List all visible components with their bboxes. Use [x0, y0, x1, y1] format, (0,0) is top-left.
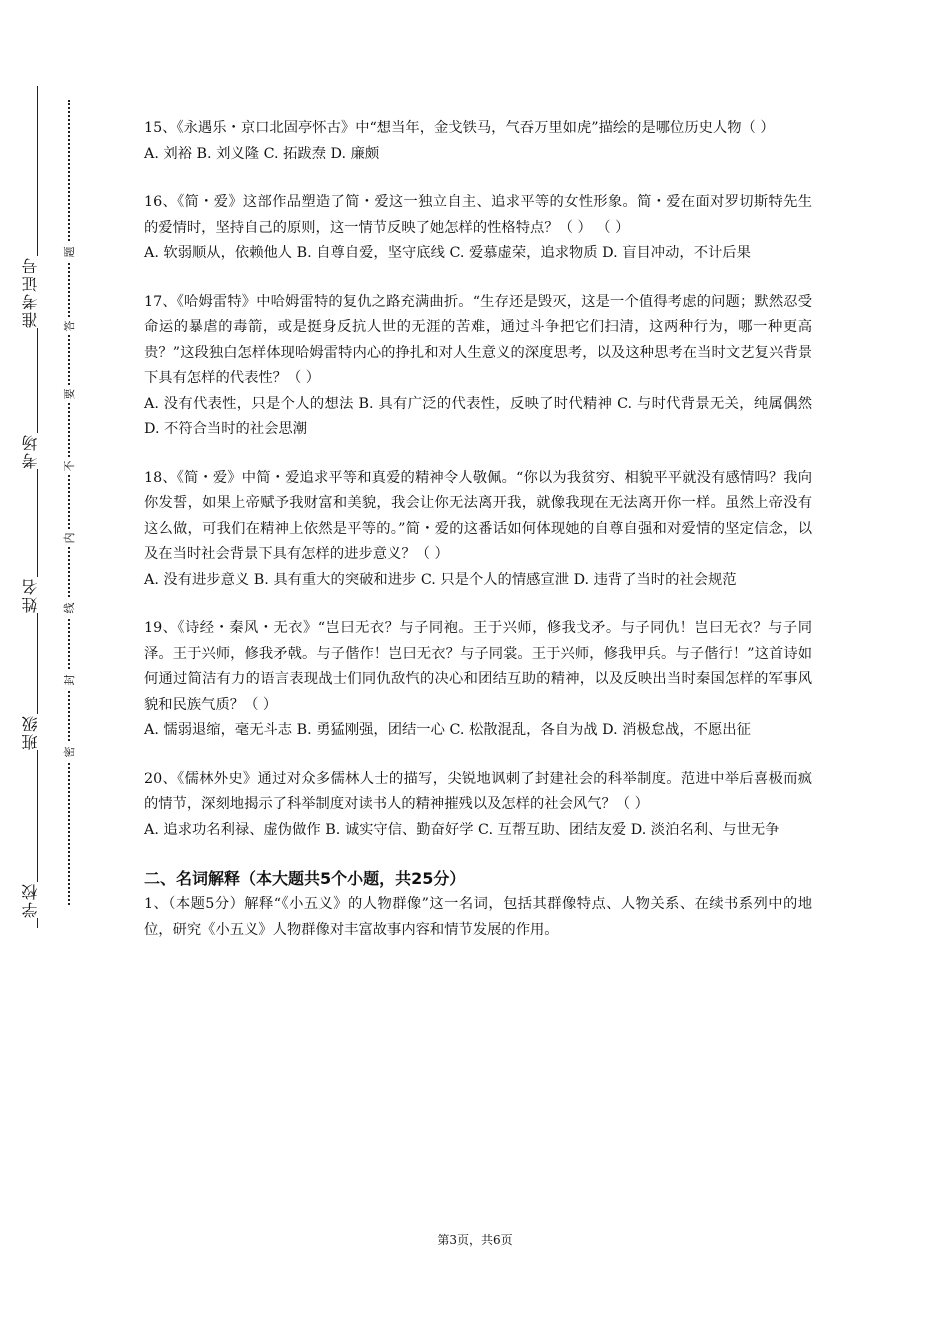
seal-char: 题: [61, 243, 77, 261]
question-options: A. 软弱顺从，依赖他人 B. 自尊自爱，坚守底线 C. 爱慕虚荣，追求物质 D. 盲目冲动，不计后果: [144, 245, 751, 261]
question-options: A. 没有代表性，只是个人的想法 B. 具有广泛的代表性，反映了时代精神 C. 与时代背景无关，纯属偶然 D. 不符合当时的社会思潮: [144, 395, 812, 437]
question-stem: 18、《简・爱》中简・爱追求平等和真爱的精神令人敬佩。“你以为我贫穷、相貌平平就没有感情吗？我向你发誓，如果上帝赋予我财富和美貌，我会让你无法离开我，就像我现在无法离开你一样。虽然上帝没有这么做，可我们在精神上依然是平等的。”简・爱的这番话如何体现她的自尊自强和对爱情的坚定信念，以及在当时社会背景下具有怎样的进步意义？（ ）: [144, 469, 812, 562]
question-options: A. 懦弱退缩，毫无斗志 B. 勇猛刚强，团结一心 C. 松散混乱，各自为战 D. 消极怠战，不愿出征: [144, 722, 751, 738]
question-stem: 19、《诗经・秦风・无衣》“岂曰无衣？与子同袍。王于兴师，修我戈矛。与子同仇！岂曰无衣？与子同泽。王于兴师，修我矛戟。与子偕作！岂曰无衣？与子同裳。王于兴师，修我甲兵。与子偕行！”这首诗如何通过简洁有力的语言表现战士们同仇敌忾的决心和团结互助的精神，以及反映出当时秦国怎样的军事风貌和民族气质？（ ）: [144, 620, 812, 713]
question-stem: 20、《儒林外史》通过对众多儒林人士的描写，尖锐地讽刺了封建社会的科举制度。范进中举后喜极而疯的情节，深刻地揭示了科举制度对读书人的精神摧残以及怎样的社会风气？（ ）: [144, 770, 812, 812]
binding-solid-line: [37, 86, 38, 928]
question-stem: 16、《简・爱》这部作品塑造了简・爱这一独立自主、追求平等的女性形象。简・爱在面对罗切斯特先生的爱情时，坚持自己的原则，这一情节反映了她怎样的性格特点？（ ） （ ）: [144, 194, 812, 236]
seal-char: 要: [61, 385, 77, 403]
question-15: [144, 116, 812, 167]
seal-char: 密: [61, 743, 77, 761]
question-options: A. 刘裕 B. 刘义隆 C. 拓跋焘 D. 廉颇: [144, 145, 380, 162]
binding-margin: [0, 0, 110, 1344]
question-stem: 17、《哈姆雷特》中哈姆雷特的复仇之路充满曲折。“生存还是毁灭，这是一个值得考虑的问题；默然忍受命运的暴虐的毒箭，或是挺身反抗人世的无涯的苦难，通过斗争把它们扫清，这两种行为，哪一种更高贵？”这段独白怎样体现哈姆雷特内心的挣扎和对人生意义的深度思考，以及这种思考在当时文艺复兴背景下具有怎样的代表性？（ ）: [144, 293, 812, 386]
exam-room-label: 考场: [22, 433, 52, 469]
section-title: 二、名词解释（本大题共5个小题，共25分）: [144, 869, 466, 888]
school-label: 学校: [22, 882, 52, 918]
seal-char: 线: [61, 599, 77, 617]
question-19: [144, 616, 812, 744]
seal-char: 不: [61, 457, 77, 475]
exam-content: [144, 116, 812, 943]
question-17: [144, 290, 812, 443]
class-label: 班级: [22, 714, 52, 750]
question-20: [144, 767, 812, 844]
student-name-label: 姓名: [22, 577, 52, 613]
section-2-body: [144, 892, 812, 943]
page-number: 第3页，共6页: [437, 1233, 513, 1247]
term-question-1: 1、（本题5分）解释“《小五义》的人物群像”这一名词，包括其群像特点、人物关系、在续书系列中的地位，研究《小五义》人物群像对丰富故事内容和情节发展的作用。: [144, 896, 812, 938]
question-options: A. 没有进步意义 B. 具有重大的突破和进步 C. 只是个人的情感宣泄 D. 违背了当时的社会规范: [144, 571, 737, 588]
question-options: A. 追求功名利禄、虚伪做作 B. 诚实守信、勤奋好学 C. 互帮互助、团结友爱 D. 淡泊名利、与世无争: [144, 821, 780, 838]
exam-number-label: 准考证号: [22, 256, 52, 328]
seal-char: 内: [61, 529, 77, 547]
question-16: [144, 190, 812, 267]
question-18: [144, 466, 812, 594]
seal-char: 封: [61, 671, 77, 689]
seal-dotted-line: [68, 100, 70, 905]
question-stem: 15、《永遇乐・京口北固亭怀古》中“想当年，金戈铁马，气吞万里如虎”描绘的是哪位历史人物（ ）: [144, 120, 775, 136]
seal-char: 答: [61, 317, 77, 335]
